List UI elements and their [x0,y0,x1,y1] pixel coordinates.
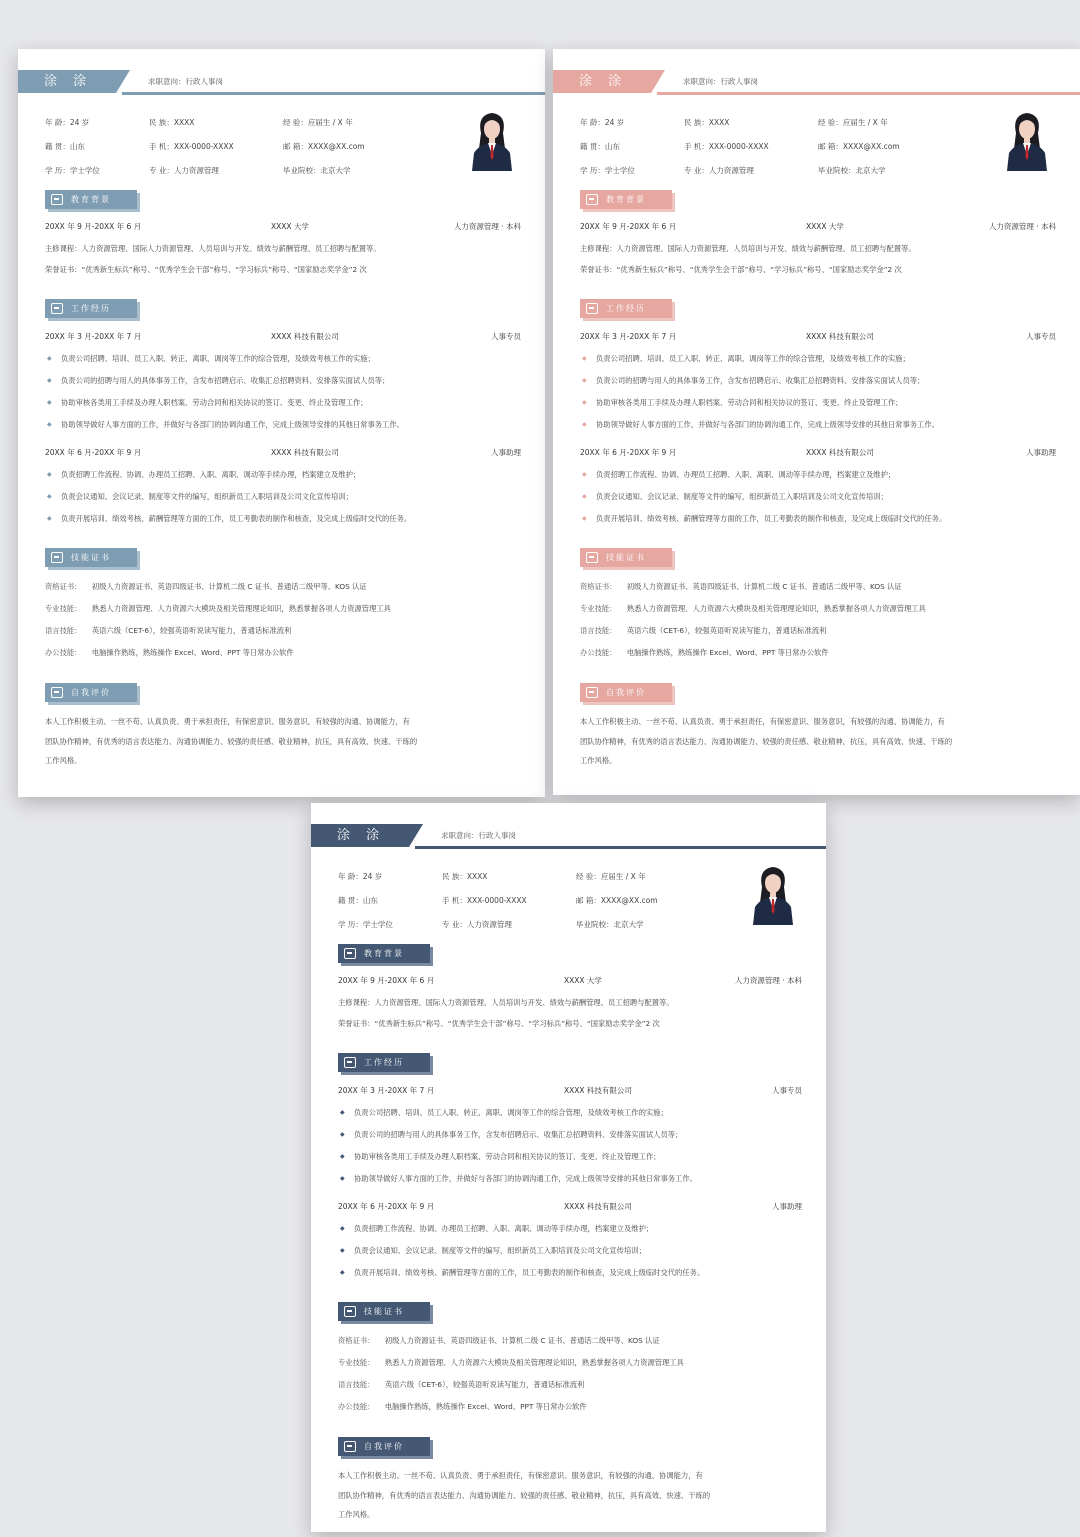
work-period: 20XX 年 6 月-20XX 年 9 月 [45,448,142,457]
work-company: XXXX 科技有限公司 [271,448,339,457]
work-company: XXXX 科技有限公司 [564,1086,632,1095]
education-honors: 荣誉证书：“优秀新生标兵”称号、“优秀学生会干部”称号、“学习标兵”称号、“国家励志奖学金”2 次 [580,265,902,274]
info-school: 毕业院校：北京大学 [283,165,351,175]
work-entry-head [580,447,1056,461]
skill-label: 资格证书： [580,582,617,591]
edit-icon [586,687,598,698]
education-courses: 主修课程：人力资源管理、国际人力资源管理、人员培训与开发、绩效与薪酬管理、员工招聘与配置等。 [580,244,916,253]
info-row [338,888,718,912]
info-experience: 经 验：应届生 / X 年 [283,117,353,127]
skill-label: 办公技能： [580,648,617,657]
education-period: 20XX 年 9 月-20XX 年 6 月 [338,976,435,985]
section-education-title: 教育背景 [364,949,404,958]
info-school: 毕业院校：北京大学 [576,919,644,929]
skill-line [45,646,521,660]
briefcase-icon [586,303,598,314]
section-work [338,1053,430,1072]
work-period: 20XX 年 3 月-20XX 年 7 月 [580,332,677,341]
work-duty: ◆ 负责开展培训、绩效考核、薪酬管理等方面的工作，员工考勤表的制作和核查，及完成上级临时交代的任务。 [580,512,1056,526]
section-education [45,190,137,209]
info-age: 年 龄：24 岁 [338,871,383,881]
info-row [338,912,718,936]
work-duty: ◆ 协助审核各类用工手续及办理人职档案、劳动合同和相关协议的签订、变更、终止及管理工作； [580,396,1056,410]
self-eval-line: 本人工作积极主动、一丝不苟、认真负责、勇于承担责任，有保密意识、服务意识，有较强的沟通、协调能力，有 [338,1471,703,1480]
info-row [338,864,718,888]
info-email: 邮 箱：XXXX@XX.com [576,895,658,905]
education-entry-head [45,221,521,235]
skill-text: 初级人力资源证书、英语四级证书、计算机二级 C 证书、普通话二级甲等、KOS 认证 [384,1336,660,1345]
work-company: XXXX 科技有限公司 [564,1202,632,1211]
work-title: 人事专员 [491,332,521,341]
education-major-degree: 人力资源管理 · 本科 [453,222,521,231]
skill-label: 办公技能： [45,648,82,657]
skill-text: 熟悉人力资源管理、人力资源六大模块及相关管理理论知识，熟悉掌握各项人力资源管理工具 [626,604,926,613]
work-entry-head [338,1201,802,1215]
work-duty: ◆ 负责公司招聘、培训、员工入职、转正、离职、调岗等工作的综合管理，及绩效考核工作的实施； [580,352,1056,366]
work-period: 20XX 年 3 月-20XX 年 7 月 [45,332,142,341]
resume-name: 涂 涂 [553,70,651,93]
education-school: XXXX 大学 [564,976,602,985]
section-skills-title: 技能证书 [364,1307,404,1316]
skill-line [45,624,521,638]
education-entry-head [338,975,802,989]
section-skills [45,548,137,567]
info-origin: 籍 贯：山东 [45,141,85,151]
section-work-title: 工作经历 [364,1058,404,1067]
info-email: 邮 箱：XXXX@XX.com [818,141,900,151]
info-row [45,110,425,134]
education-honors: 荣誉证书：“优秀新生标兵”称号、“优秀学生会干部”称号、“学习标兵”称号、“国家励志奖学金”2 次 [338,1019,660,1028]
work-title: 人事助理 [772,1202,802,1211]
section-education-title: 教育背景 [71,195,111,204]
section-education [338,944,430,963]
skill-line [338,1378,802,1392]
briefcase-icon [344,1057,356,1068]
skill-text: 熟悉人力资源管理、人力资源六大模块及相关管理理论知识，熟悉掌握各项人力资源管理工具 [91,604,391,613]
personal-info [45,110,425,182]
work-title: 人事专员 [772,1086,802,1095]
self-eval-line: 团队协作精神，有优秀的语言表达能力、沟通协调能力、较强的责任感、敬业精神，抗压，具有高效、快速、干练的 [338,1491,711,1500]
skill-label: 语言技能： [45,626,82,635]
education-entry-head [580,221,1056,235]
education-school: XXXX 大学 [806,222,844,231]
skill-line [580,580,1056,594]
work-company: XXXX 科技有限公司 [806,448,874,457]
info-phone: 手 机：XXX-0000-XXXX [149,141,234,151]
info-age: 年 龄：24 岁 [45,117,90,127]
section-self-eval [45,683,137,702]
skill-text: 初级人力资源证书、英语四级证书、计算机二级 C 证书、普通话二级甲等、KOS 认证 [91,582,367,591]
info-row [580,158,960,182]
work-duty: ◆ 负责招聘工作流程、协调、办理员工招聘、入职、离职、调动等手续办理，档案建立及维护； [45,468,521,482]
section-work-title: 工作经历 [71,304,111,313]
self-eval-line: 团队协作精神，有优秀的语言表达能力、沟通协调能力、较强的责任感、敬业精神，抗压，具有高效、快速、干练的 [45,737,418,746]
skill-label: 语言技能： [580,626,617,635]
work-duty: ◆ 负责公司招聘、培训、员工入职、转正、离职、调岗等工作的综合管理，及绩效考核工作的实施； [338,1106,802,1120]
work-entry-head [338,1085,802,1099]
info-ethnicity: 民 族：XXXX [149,117,195,127]
skill-label: 专业技能： [338,1358,375,1367]
section-education-title: 教育背景 [606,195,646,204]
profile-photo [467,103,517,171]
work-duty: ◆ 负责公司的招聘与用人的具体事务工作，含发布招聘启示、收集汇总招聘资料、安排落实面试人员等； [580,374,1056,388]
info-school: 毕业院校：北京大学 [818,165,886,175]
skill-text: 电脑操作熟练，熟练操作 Excel、Word、PPT 等日常办公软件 [91,648,294,657]
job-intent: 求职意向：行政人事岗 [148,77,223,86]
info-experience: 经 验：应届生 / X 年 [818,117,888,127]
skill-line [580,646,1056,660]
section-skills-title: 技能证书 [71,553,111,562]
work-entry-head [45,447,521,461]
info-ethnicity: 民 族：XXXX [442,871,488,881]
work-period: 20XX 年 6 月-20XX 年 9 月 [580,448,677,457]
work-period: 20XX 年 6 月-20XX 年 9 月 [338,1202,435,1211]
info-phone: 手 机：XXX-0000-XXXX [442,895,527,905]
section-education [580,190,672,209]
info-ethnicity: 民 族：XXXX [684,117,730,127]
job-intent: 求职意向：行政人事岗 [441,831,516,840]
skill-line [580,624,1056,638]
self-eval-line: 本人工作积极主动、一丝不苟、认真负责、勇于承担责任，有保密意识、服务意识，有较强的沟通、协调能力，有 [580,717,945,726]
work-duty: ◆ 负责开展培训、绩效考核、薪酬管理等方面的工作，员工考勤表的制作和核查，及完成上级临时交代的任务。 [45,512,521,526]
section-skills-title: 技能证书 [606,553,646,562]
edit-icon [51,687,63,698]
work-duty: ◆ 负责开展培训、绩效考核、薪酬管理等方面的工作，员工考勤表的制作和核查，及完成上级临时交代的任务。 [338,1266,802,1280]
education-period: 20XX 年 9 月-20XX 年 6 月 [45,222,142,231]
work-duty: ◆ 负责会议通知、会议记录、制度等文件的编写，组织新员工入职培训及公司文化宣传培训； [45,490,521,504]
portrait-image [467,103,517,171]
work-duty: ◆ 协助领导做好人事方面的工作，并做好与各部门的协调沟通工作，完成上级领导安排的其他日常事务工作。 [45,418,521,432]
skill-line [45,602,521,616]
skill-text: 熟悉人力资源管理、人力资源六大模块及相关管理理论知识，熟悉掌握各项人力资源管理工具 [384,1358,684,1367]
work-entry-head [580,331,1056,345]
self-eval-line: 团队协作精神，有优秀的语言表达能力、沟通协调能力、较强的责任感、敬业精神，抗压，具有高效、快速、干练的 [580,737,953,746]
info-origin: 籍 贯：山东 [580,141,620,151]
info-row [580,134,960,158]
skill-line [580,602,1056,616]
job-intent: 求职意向：行政人事岗 [683,77,758,86]
section-self-eval [338,1437,430,1456]
work-duty: ◆ 负责招聘工作流程、协调、办理员工招聘、入职、离职、调动等手续办理，档案建立及维护； [580,468,1056,482]
education-icon [344,948,356,959]
work-duty: ◆ 负责会议通知、会议记录、制度等文件的编写，组织新员工入职培训及公司文化宣传培训； [580,490,1056,504]
skill-label: 语言技能： [338,1380,375,1389]
profile-photo [748,857,798,925]
resume-name: 涂 涂 [18,70,116,93]
self-eval-line: 本人工作积极主动、一丝不苟、认真负责、勇于承担责任，有保密意识、服务意识，有较强的沟通、协调能力，有 [45,717,410,726]
section-work [45,299,137,318]
education-major-degree: 人力资源管理 · 本科 [734,976,802,985]
info-degree: 学 历：学士学位 [580,165,635,175]
info-major: 专 业：人力资源管理 [442,919,512,929]
info-major: 专 业：人力资源管理 [684,165,754,175]
skill-label: 专业技能： [45,604,82,613]
skill-text: 英语六级（CET-6），较强英语听说读写能力，普通话标准流利 [384,1380,585,1389]
skill-line [45,580,521,594]
work-company: XXXX 科技有限公司 [271,332,339,341]
portrait-image [748,857,798,925]
resume-sheet-blue [18,49,545,797]
certificate-icon [586,552,598,563]
work-duty: ◆ 负责会议通知、会议记录、制度等文件的编写，组织新员工入职培训及公司文化宣传培训； [338,1244,802,1258]
work-duty: ◆ 协助领导做好人事方面的工作，并做好与各部门的协调沟通工作，完成上级领导安排的其他日常事务工作。 [580,418,1056,432]
skill-text: 初级人力资源证书、英语四级证书、计算机二级 C 证书、普通话二级甲等、KOS 认证 [626,582,902,591]
edit-icon [344,1441,356,1452]
self-eval-line: 工作风格。 [580,756,617,765]
skill-label: 资格证书： [338,1336,375,1345]
info-major: 专 业：人力资源管理 [149,165,219,175]
section-skills [338,1302,430,1321]
skill-label: 专业技能： [580,604,617,613]
header-divider [122,92,545,95]
section-skills [580,548,672,567]
resume-name: 涂 涂 [311,824,409,847]
section-self-eval-title: 自我评价 [606,688,646,697]
section-work [580,299,672,318]
portrait-image [1002,103,1052,171]
info-degree: 学 历：学士学位 [338,919,393,929]
work-title: 人事助理 [1026,448,1056,457]
info-experience: 经 验：应届生 / X 年 [576,871,646,881]
info-row [45,158,425,182]
resume-sheet-pink [553,49,1080,795]
resume-sheet-navy [311,803,826,1532]
self-eval-line: 工作风格。 [338,1510,375,1519]
self-eval-line: 工作风格。 [45,756,82,765]
work-duty: ◆ 协助领导做好人事方面的工作，并做好与各部门的协调沟通工作，完成上级领导安排的其他日常事务工作。 [338,1172,802,1186]
education-courses: 主修课程：人力资源管理、国际人力资源管理、人员培训与开发、绩效与薪酬管理、员工招聘与配置等。 [338,998,674,1007]
personal-info [338,864,718,936]
education-icon [586,194,598,205]
work-entry-head [45,331,521,345]
skill-text: 电脑操作熟练，熟练操作 Excel、Word、PPT 等日常办公软件 [384,1402,587,1411]
work-duty: ◆ 协助审核各类用工手续及办理人职档案、劳动合同和相关协议的签订、变更、终止及管理工作； [338,1150,802,1164]
info-phone: 手 机：XXX-0000-XXXX [684,141,769,151]
personal-info [580,110,960,182]
work-duty: ◆ 负责公司的招聘与用人的具体事务工作，含发布招聘启示、收集汇总招聘资料、安排落实面试人员等； [338,1128,802,1142]
education-period: 20XX 年 9 月-20XX 年 6 月 [580,222,677,231]
skill-label: 资格证书： [45,582,82,591]
info-origin: 籍 贯：山东 [338,895,378,905]
education-school: XXXX 大学 [271,222,309,231]
info-age: 年 龄：24 岁 [580,117,625,127]
skill-line [338,1356,802,1370]
work-company: XXXX 科技有限公司 [806,332,874,341]
skill-text: 英语六级（CET-6），较强英语听说读写能力，普通话标准流利 [626,626,827,635]
info-email: 邮 箱：XXXX@XX.com [283,141,365,151]
header-divider [415,846,826,849]
section-self-eval [580,683,672,702]
certificate-icon [344,1306,356,1317]
work-period: 20XX 年 3 月-20XX 年 7 月 [338,1086,435,1095]
info-degree: 学 历：学士学位 [45,165,100,175]
header-divider [657,92,1080,95]
skill-text: 英语六级（CET-6），较强英语听说读写能力，普通话标准流利 [91,626,292,635]
education-honors: 荣誉证书：“优秀新生标兵”称号、“优秀学生会干部”称号、“学习标兵”称号、“国家励志奖学金”2 次 [45,265,367,274]
work-title: 人事专员 [1026,332,1056,341]
profile-photo [1002,103,1052,171]
skill-line [338,1334,802,1348]
work-duty: ◆ 负责招聘工作流程、协调、办理员工招聘、入职、离职、调动等手续办理，档案建立及维护； [338,1222,802,1236]
briefcase-icon [51,303,63,314]
skill-text: 电脑操作熟练，熟练操作 Excel、Word、PPT 等日常办公软件 [626,648,829,657]
certificate-icon [51,552,63,563]
work-duty: ◆ 负责公司的招聘与用人的具体事务工作，含发布招聘启示、收集汇总招聘资料、安排落实面试人员等； [45,374,521,388]
education-icon [51,194,63,205]
work-title: 人事助理 [491,448,521,457]
info-row [580,110,960,134]
info-row [45,134,425,158]
section-self-eval-title: 自我评价 [71,688,111,697]
skill-line [338,1400,802,1414]
education-courses: 主修课程：人力资源管理、国际人力资源管理、人员培训与开发、绩效与薪酬管理、员工招聘与配置等。 [45,244,381,253]
skill-label: 办公技能： [338,1402,375,1411]
education-major-degree: 人力资源管理 · 本科 [988,222,1056,231]
work-duty: ◆ 协助审核各类用工手续及办理人职档案、劳动合同和相关协议的签订、变更、终止及管理工作； [45,396,521,410]
section-work-title: 工作经历 [606,304,646,313]
work-duty: ◆ 负责公司招聘、培训、员工入职、转正、离职、调岗等工作的综合管理，及绩效考核工作的实施； [45,352,521,366]
section-self-eval-title: 自我评价 [364,1442,404,1451]
